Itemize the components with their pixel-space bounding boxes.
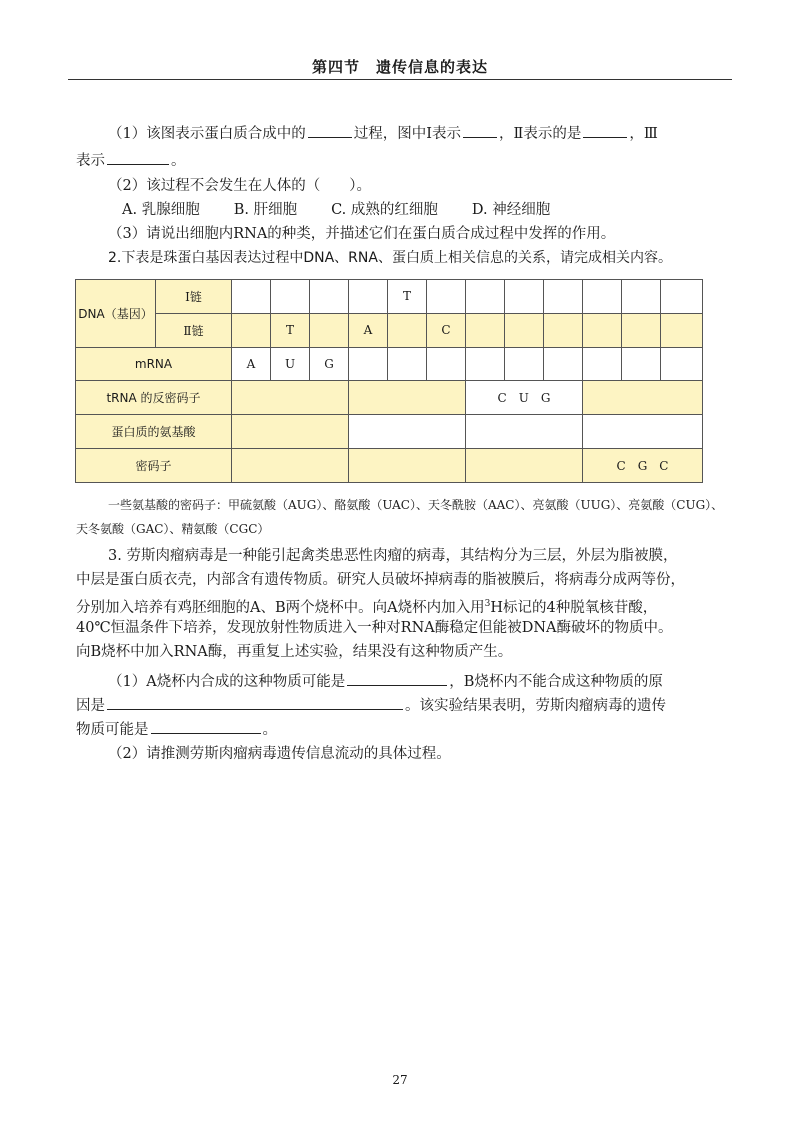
- page-number: 27: [392, 1073, 408, 1087]
- q1-text: ，Ⅱ表示的是: [498, 126, 582, 142]
- chapter-header: 第四节 遗传信息的表达: [311, 58, 488, 76]
- table-row-chain1: [76, 280, 703, 314]
- mrna-cell[interactable]: G: [310, 347, 349, 381]
- mrna-cell[interactable]: [505, 347, 544, 381]
- codon-note-line2: 天冬氨酸（GAC）、精氨酸（CGC）: [76, 522, 270, 536]
- q3-paragraph: 向B烧杯中加入RNA酶，再重复上述实验，结果没有这种物质产生。: [76, 644, 513, 660]
- codon-cell[interactable]: [232, 449, 349, 483]
- chain1-cell[interactable]: [271, 280, 310, 314]
- mrna-cell[interactable]: [388, 347, 427, 381]
- chain2-cell[interactable]: [388, 313, 427, 347]
- answer-blank[interactable]: [583, 122, 627, 138]
- q3-text: H标记的4种脱氧核苷酸，: [490, 599, 658, 616]
- answer-blank[interactable]: [107, 694, 403, 710]
- chain1-cell[interactable]: [583, 280, 622, 314]
- table-row-codon: [76, 449, 703, 483]
- chain2-cell[interactable]: [466, 313, 505, 347]
- chain2-cell[interactable]: [661, 313, 703, 347]
- mrna-label: mRNA: [76, 347, 232, 381]
- chain1-label: Ⅰ链: [156, 280, 232, 314]
- answer-blank[interactable]: [151, 718, 261, 734]
- header-rule: [68, 79, 732, 80]
- mrna-cell[interactable]: [622, 347, 661, 381]
- chain1-cell[interactable]: [232, 280, 271, 314]
- isotope-superscript: 3: [484, 599, 491, 609]
- chain2-cell[interactable]: [310, 313, 349, 347]
- q1-sub2: （2）该过程不会发生在人体的（ ）。: [108, 178, 371, 194]
- choice-d[interactable]: D. 神经细胞: [471, 202, 551, 218]
- chain2-cell[interactable]: [232, 313, 271, 347]
- q3-sub2: （2）请推测劳斯肉瘤病毒遗传信息流动的具体过程。: [108, 746, 451, 762]
- dna-label: DNA（基因）: [76, 280, 156, 348]
- chain1-cell[interactable]: [349, 280, 388, 314]
- chain2-cell[interactable]: A: [349, 313, 388, 347]
- q3-text: 因是: [76, 698, 105, 714]
- answer-blank[interactable]: [347, 670, 447, 686]
- mrna-cell[interactable]: [349, 347, 388, 381]
- amino-acid-label: 蛋白质的氨基酸: [76, 415, 232, 449]
- mrna-cell[interactable]: [544, 347, 583, 381]
- choice-a[interactable]: A. 乳腺细胞: [122, 202, 200, 218]
- q1-line1: [108, 122, 728, 144]
- table-row-chain2: [76, 313, 703, 347]
- q3-text: 。该实验结果表明，劳斯肉瘤病毒的遗传: [405, 698, 666, 714]
- q1-choices: [122, 200, 772, 220]
- chain2-cell[interactable]: C: [427, 313, 466, 347]
- amino-acid-cell[interactable]: [466, 415, 583, 449]
- trna-label: tRNA 的反密码子: [76, 381, 232, 415]
- chain1-cell[interactable]: [505, 280, 544, 314]
- q3-paragraph: [76, 594, 726, 618]
- chain1-cell[interactable]: [622, 280, 661, 314]
- q3-sub1-line2: [76, 694, 726, 716]
- codon-note-line1: 一些氨基酸的密码子：甲硫氨酸（AUG）、酪氨酸（UAC）、天冬酰胺（AAC）、亮氨酸（UUG）、亮氨酸（CUG）、: [108, 498, 724, 512]
- q3-sub1-line3: [76, 718, 726, 740]
- q3-paragraph: 40℃恒温条件下培养，发现放射性物质进入一种对RNA酶稳定但能被DNA酶破坏的物质中。: [76, 620, 673, 636]
- q1-text: 过程，图中Ⅰ表示: [353, 126, 461, 142]
- chain2-cell[interactable]: [583, 313, 622, 347]
- q1-text: 表示: [76, 153, 105, 169]
- trna-cell[interactable]: [583, 381, 703, 415]
- q3-text: 。: [262, 722, 277, 738]
- answer-blank[interactable]: [308, 122, 352, 138]
- choice-c[interactable]: C. 成熟的红细胞: [331, 202, 438, 218]
- chain1-cell[interactable]: [544, 280, 583, 314]
- trna-cell[interactable]: [349, 381, 466, 415]
- mrna-cell[interactable]: [661, 347, 703, 381]
- gene-expression-table: [75, 279, 703, 483]
- chain2-cell[interactable]: T: [271, 313, 310, 347]
- chain1-cell[interactable]: [427, 280, 466, 314]
- mrna-cell[interactable]: U: [271, 347, 310, 381]
- chain2-cell[interactable]: [505, 313, 544, 347]
- mrna-cell[interactable]: A: [232, 347, 271, 381]
- q3-text: 物质可能是: [76, 722, 149, 738]
- answer-blank[interactable]: [107, 149, 169, 165]
- codon-label: 密码子: [76, 449, 232, 483]
- q1-text: ，Ⅲ: [629, 126, 658, 142]
- q3-text: 分别加入培养有鸡胚细胞的A、B两个烧杯中。向A烧杯内加入用: [76, 599, 485, 616]
- chain1-cell[interactable]: [466, 280, 505, 314]
- choice-b[interactable]: B. 肝细胞: [233, 202, 298, 218]
- mrna-cell[interactable]: [583, 347, 622, 381]
- mrna-cell[interactable]: [466, 347, 505, 381]
- q3-text: ，B烧杯内不能合成这种物质的原: [449, 674, 663, 690]
- trna-cell[interactable]: [232, 381, 349, 415]
- trna-cell[interactable]: C U G: [466, 381, 583, 415]
- q2-intro: 2.下表是珠蛋白基因表达过程中DNA、RNA、蛋白质上相关信息的关系，请完成相关内容。: [108, 250, 672, 266]
- q3-paragraph: 3. 劳斯肉瘤病毒是一种能引起禽类患恶性肉瘤的病毒，其结构分为三层，外层为脂被膜，: [108, 548, 678, 564]
- mrna-cell[interactable]: [427, 347, 466, 381]
- chain1-cell[interactable]: [310, 280, 349, 314]
- q1-sub3: （3）请说出细胞内RNA的种类，并描述它们在蛋白质合成过程中发挥的作用。: [108, 226, 616, 242]
- q3-paragraph: 中层是蛋白质衣壳，内部含有遗传物质。研究人员破坏掉病毒的脂被膜后，将病毒分成两等份，: [76, 572, 685, 588]
- table-row-trna: [76, 381, 703, 415]
- chain1-cell[interactable]: [661, 280, 703, 314]
- chain2-cell[interactable]: [544, 313, 583, 347]
- chain2-label: Ⅱ链: [156, 313, 232, 347]
- q3-sub1-line1: [108, 670, 728, 692]
- chain1-cell[interactable]: T: [388, 280, 427, 314]
- codon-cell[interactable]: [466, 449, 583, 483]
- q1-text: （1）该图表示蛋白质合成中的: [108, 126, 306, 142]
- answer-blank[interactable]: [463, 122, 497, 138]
- table-row-amino-acid: [76, 415, 703, 449]
- codon-cell[interactable]: [349, 449, 466, 483]
- q1-text: 。: [171, 153, 186, 169]
- chain2-cell[interactable]: [622, 313, 661, 347]
- q1-line2: [76, 149, 726, 171]
- q3-text: （1）A烧杯内合成的这种物质可能是: [108, 674, 346, 690]
- codon-cell[interactable]: C G C: [583, 449, 703, 483]
- amino-acid-cell[interactable]: [232, 415, 349, 449]
- table-row-mrna: [76, 347, 703, 381]
- amino-acid-cell[interactable]: [349, 415, 466, 449]
- amino-acid-cell[interactable]: [583, 415, 703, 449]
